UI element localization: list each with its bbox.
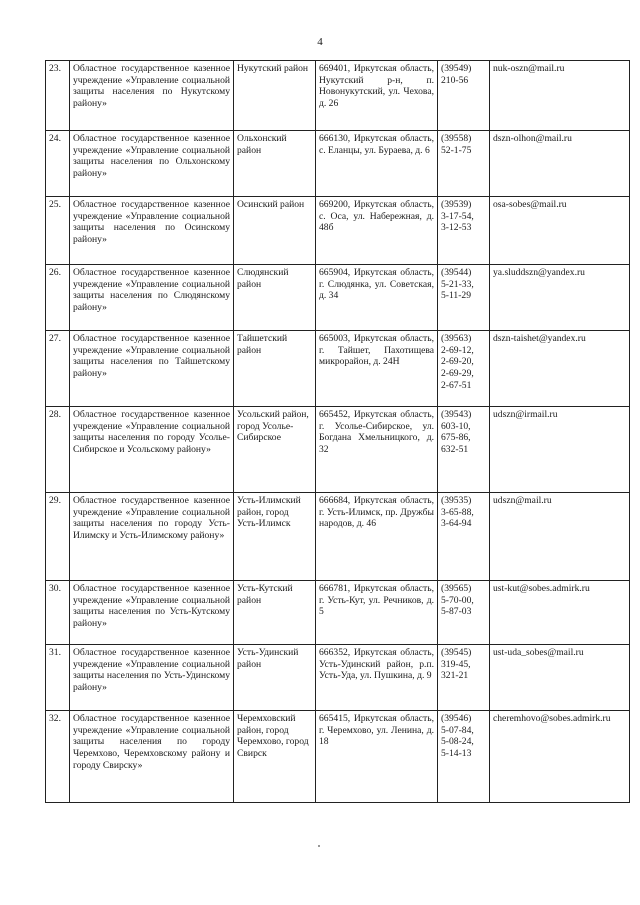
phone: (39563) 2-69-12, 2-69-20, 2-69-29, 2-67-51 bbox=[438, 331, 490, 407]
email: nuk-oszn@mail.ru bbox=[490, 61, 630, 131]
table-row bbox=[46, 407, 630, 493]
table-row bbox=[46, 711, 630, 803]
row-number: 32. bbox=[46, 711, 70, 803]
organization-name: Областное государственное казенное учреждение «Управление социальной защиты населения по городу Усть-Илимску и Усть-Илимскому району» bbox=[70, 493, 234, 581]
email: udszn@irmail.ru bbox=[490, 407, 630, 493]
email: osa-sobes@mail.ru bbox=[490, 197, 630, 265]
table-row bbox=[46, 331, 630, 407]
row-number: 26. bbox=[46, 265, 70, 331]
email: ust-kut@sobes.admirk.ru bbox=[490, 581, 630, 645]
institutions-table bbox=[45, 60, 630, 803]
email: ust-uda_sobes@mail.ru bbox=[490, 645, 630, 711]
organization-name: Областное государственное казенное учреждение «Управление социальной защиты населения по Усть-Удинскому району» bbox=[70, 645, 234, 711]
phone: (39565) 5-70-00, 5-87-03 bbox=[438, 581, 490, 645]
district: Осинский район bbox=[234, 197, 316, 265]
email: dszn-olhon@mail.ru bbox=[490, 131, 630, 197]
email: dszn-taishet@yandex.ru bbox=[490, 331, 630, 407]
email: cheremhovo@sobes.admirk.ru bbox=[490, 711, 630, 803]
table-row bbox=[46, 493, 630, 581]
row-number: 23. bbox=[46, 61, 70, 131]
organization-name: Областное государственное казенное учреждение «Управление социальной защиты населения по Тайшетскому району» bbox=[70, 331, 234, 407]
organization-name: Областное государственное казенное учреждение «Управление социальной защиты населения по Осинскому району» bbox=[70, 197, 234, 265]
organization-name: Областное государственное казенное учреждение «Управление социальной защиты населения по Усть-Кутскому району» bbox=[70, 581, 234, 645]
table-row bbox=[46, 61, 630, 131]
table-row bbox=[46, 131, 630, 197]
phone: (39535) 3-65-88, 3-64-94 bbox=[438, 493, 490, 581]
row-number: 29. bbox=[46, 493, 70, 581]
phone: (39558) 52-1-75 bbox=[438, 131, 490, 197]
phone: (39539) 3-17-54, 3-12-53 bbox=[438, 197, 490, 265]
email: ya.sluddszn@yandex.ru bbox=[490, 265, 630, 331]
address: 669200, Иркутская область, с. Оса, ул. Набережная, д. 48б bbox=[316, 197, 438, 265]
district: Усть-Удинский район bbox=[234, 645, 316, 711]
district: Черемховский район, город Черемхово, город Свирск bbox=[234, 711, 316, 803]
phone: (39545) 319-45, 321-21 bbox=[438, 645, 490, 711]
row-number: 27. bbox=[46, 331, 70, 407]
page-number: 4 bbox=[317, 36, 323, 48]
organization-name: Областное государственное казенное учреждение «Управление социальной защиты населения по Слюдянскому району» bbox=[70, 265, 234, 331]
organization-name: Областное государственное казенное учреждение «Управление социальной защиты населения по Ольхонскому району» bbox=[70, 131, 234, 197]
district: Усольский район, город Усолье-Сибирское bbox=[234, 407, 316, 493]
table-body bbox=[46, 61, 630, 803]
address: 665452, Иркутская область, г. Усолье-Сибирское, ул. Богдана Хмельницкого, д. 32 bbox=[316, 407, 438, 493]
phone: (39544) 5-21-33, 5-11-29 bbox=[438, 265, 490, 331]
address: 666684, Иркутская область, г. Усть-Илимск, пр. Дружбы народов, д. 46 bbox=[316, 493, 438, 581]
table-row bbox=[46, 581, 630, 645]
address: 666130, Иркутская область, с. Еланцы, ул. Бураева, д. 6 bbox=[316, 131, 438, 197]
organization-name: Областное государственное казенное учреждение «Управление социальной защиты населения по городу Черемхово, Черемховскому району и городу Свирску» bbox=[70, 711, 234, 803]
organization-name: Областное государственное казенное учреждение «Управление социальной защиты населения по городу Усолье-Сибирское и Усольскому району» bbox=[70, 407, 234, 493]
address: 666781, Иркутская область, г. Усть-Кут, ул. Речников, д. 5 bbox=[316, 581, 438, 645]
district: Усть-Илимский район, город Усть-Илимск bbox=[234, 493, 316, 581]
address: 666352, Иркутская область, Усть-Удинский район, р.п. Усть-Уда, ул. Пушкина, д. 9 bbox=[316, 645, 438, 711]
row-number: 25. bbox=[46, 197, 70, 265]
address: 665415, Иркутская область, г. Черемхово, ул. Ленина, д. 18 bbox=[316, 711, 438, 803]
table-row bbox=[46, 645, 630, 711]
scan-mark bbox=[318, 845, 320, 847]
district: Усть-Кутский район bbox=[234, 581, 316, 645]
district: Нукутский район bbox=[234, 61, 316, 131]
organization-name: Областное государственное казенное учреждение «Управление социальной защиты населения по Нукутскому району» bbox=[70, 61, 234, 131]
district: Ольхонский район bbox=[234, 131, 316, 197]
phone: (39543) 603-10, 675-86, 632-51 bbox=[438, 407, 490, 493]
district: Слюдянский район bbox=[234, 265, 316, 331]
district: Тайшетский район bbox=[234, 331, 316, 407]
row-number: 31. bbox=[46, 645, 70, 711]
phone: (39549) 210-56 bbox=[438, 61, 490, 131]
phone: (39546) 5-07-84, 5-08-24, 5-14-13 bbox=[438, 711, 490, 803]
address: 665003, Иркутская область, г. Тайшет, Пахотищева микрорайон, д. 24Н bbox=[316, 331, 438, 407]
address: 669401, Иркутская область, Нукутский р-н, п. Новонукутский, ул. Чехова, д. 26 bbox=[316, 61, 438, 131]
table-row bbox=[46, 265, 630, 331]
email: udszn@mail.ru bbox=[490, 493, 630, 581]
address: 665904, Иркутская область, г. Слюдянка, ул. Советская, д. 34 bbox=[316, 265, 438, 331]
row-number: 28. bbox=[46, 407, 70, 493]
table-row bbox=[46, 197, 630, 265]
row-number: 24. bbox=[46, 131, 70, 197]
row-number: 30. bbox=[46, 581, 70, 645]
